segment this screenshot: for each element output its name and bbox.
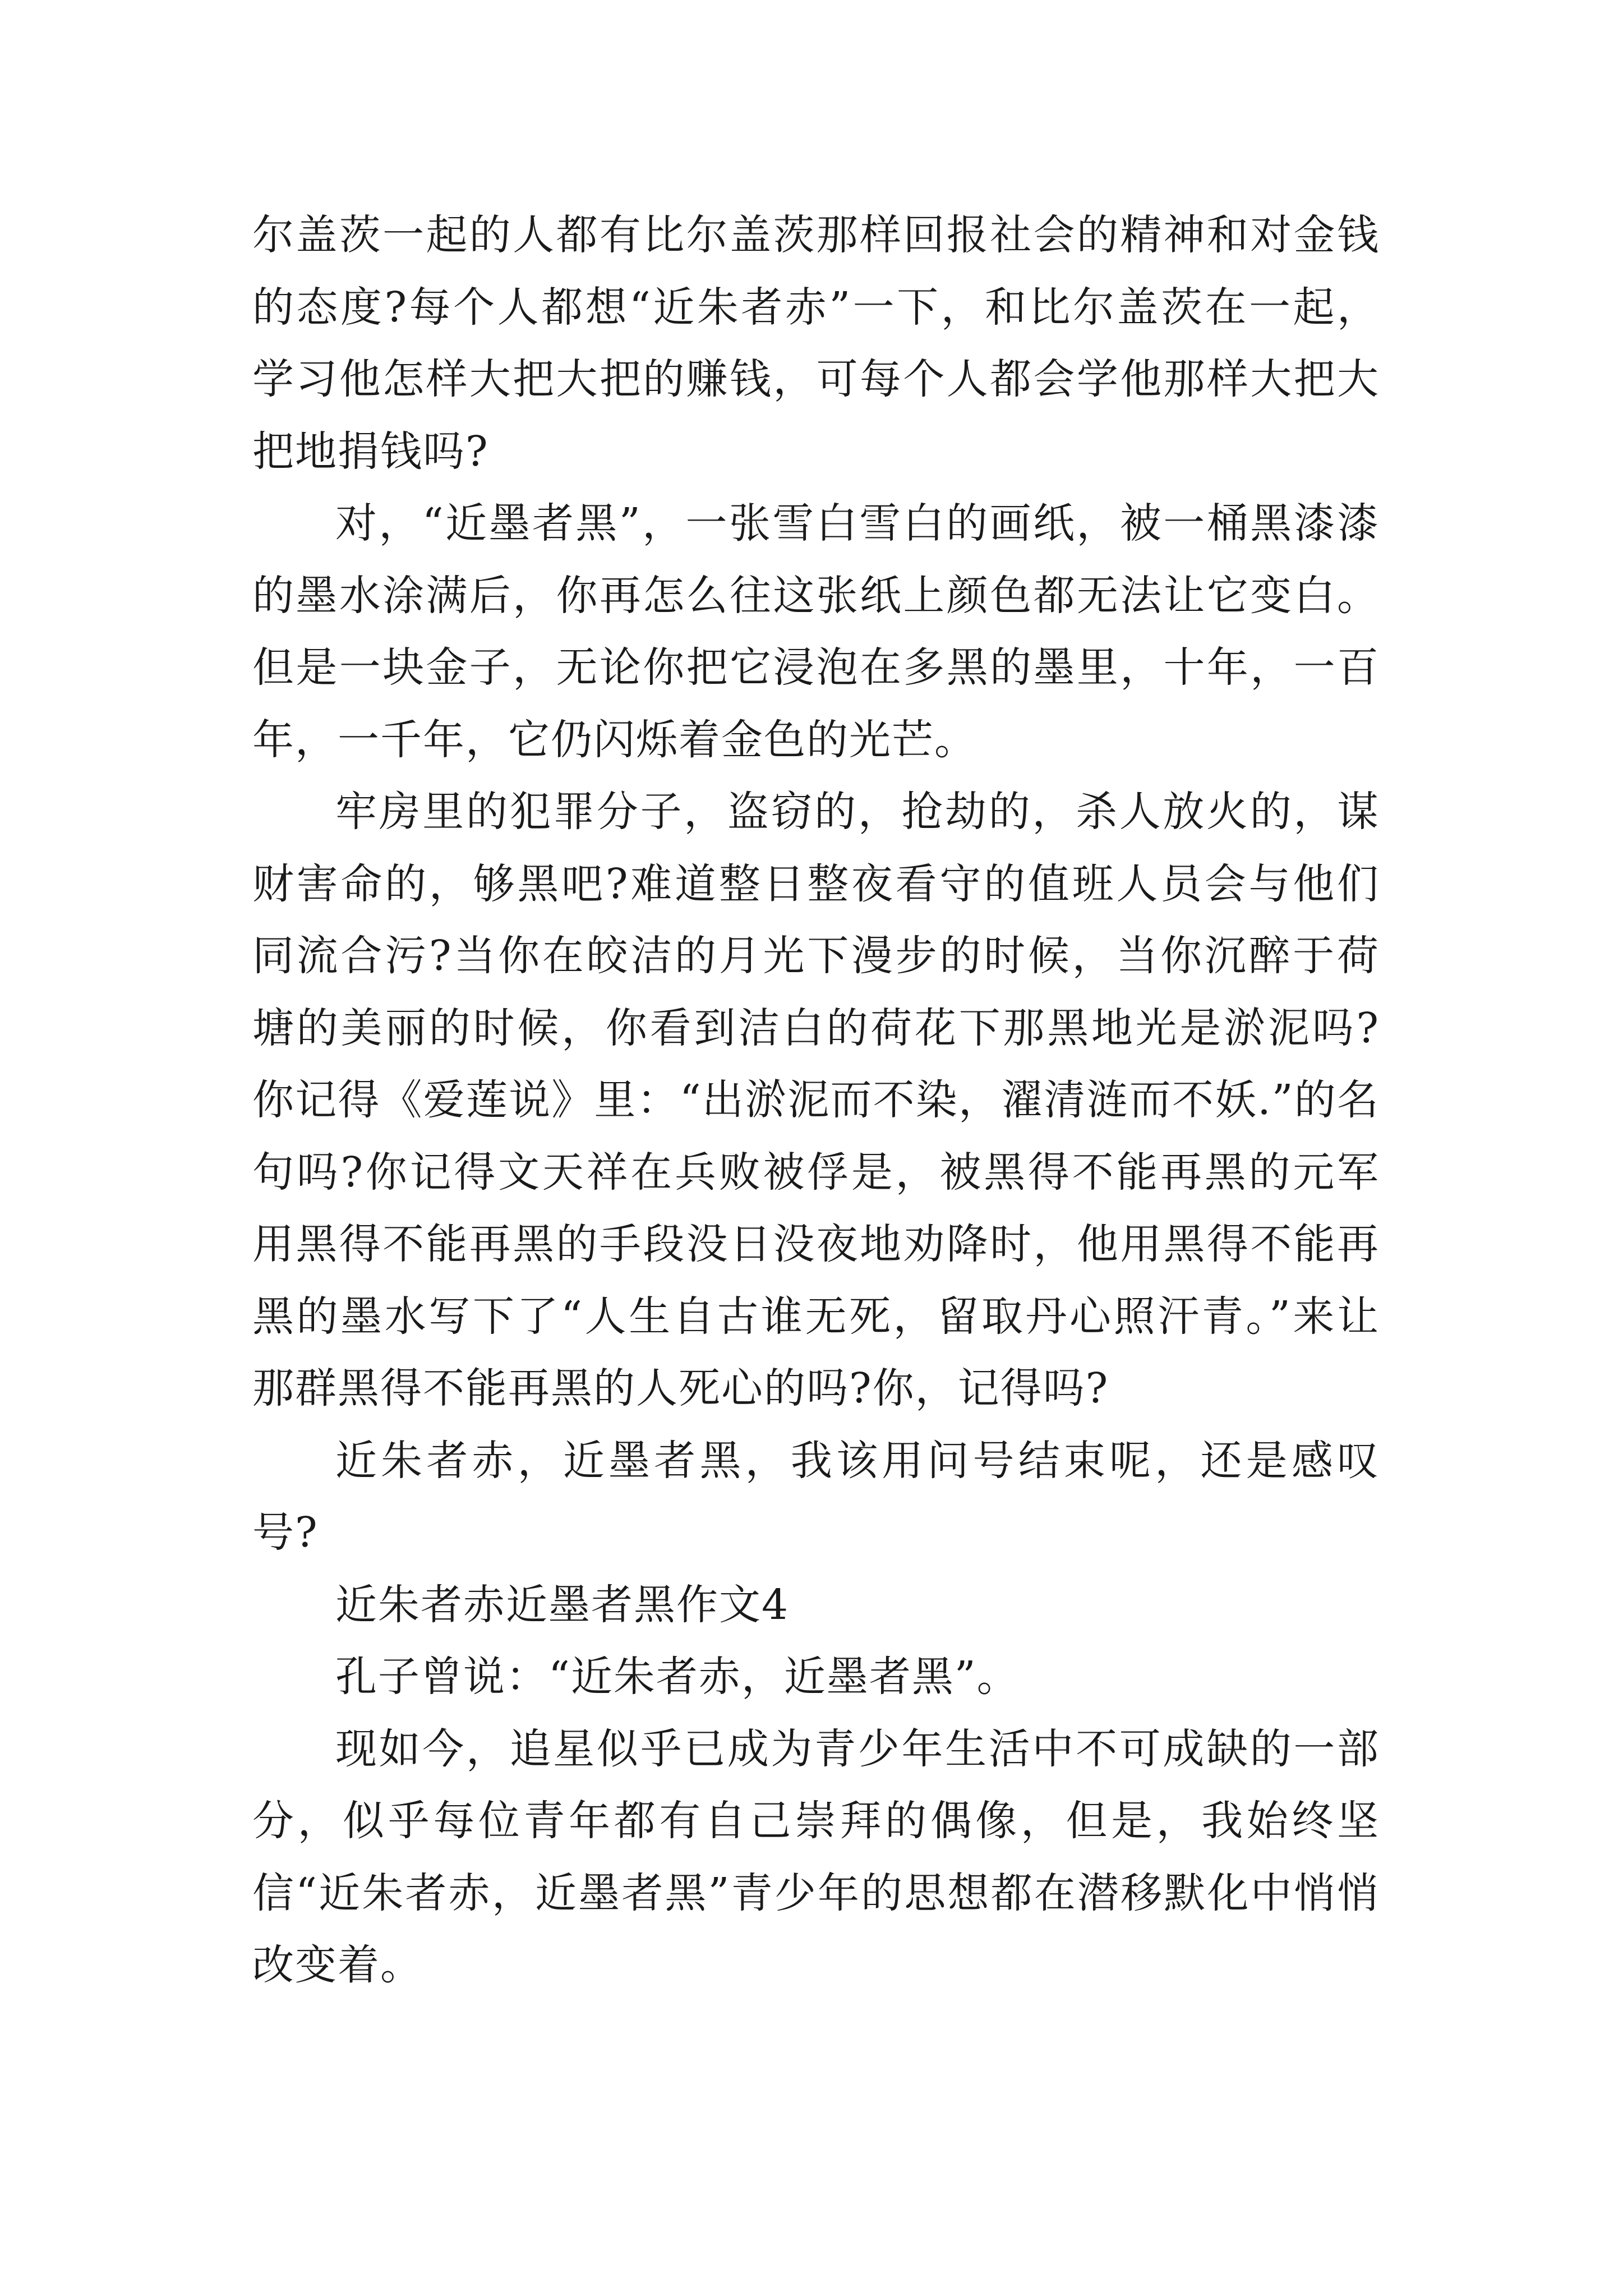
article-body [252,199,1380,2001]
paragraph-3: 牢房里的犯罪分子，盗窃的，抢劫的，杀人放火的，谋财害命的，够黑吧?难道整日整夜看守的值班人员会与他们同流合污?当你在皎洁的月光下漫步的时候，当你沉醉于荷塘的美丽的时候，你看到洁白的荷花下那黑地光是淤泥吗?你记得《爱莲说》里：“出淤泥而不染，濯清涟而不妖.”的名句吗?你记得文天祥在兵败被俘是，被黑得不能再黑的元军用黑得不能再黑的手段没日没夜地劝降时，他用黑得不能再黑的墨水写下了“人生自古谁无死，留取丹心照汗青。”来让那群黑得不能再黑的人死心的吗?你，记得吗? [252,788,1380,1412]
section-heading: 近朱者赤近墨者黑作文4 [335,1580,790,1629]
paragraph-2: 对，“近墨者黑”，一张雪白雪白的画纸，被一桶黑漆漆的墨水涂满后，你再怎么往这张纸上颜色都无法让它变白。但是一块金子，无论你把它浸泡在多黑的墨里，十年，一百年，一千年，它仍闪烁着金色的光芒。 [252,499,1380,764]
paragraph-6: 现如今，追星似乎已成为青少年生活中不可成缺的一部分，似乎每位青年都有自己崇拜的偶像，但是，我始终坚信“近朱者赤，近墨者黑”青少年的思想都在潜移默化中悄悄改变着。 [252,1724,1380,1989]
paragraph-1: 尔盖茨一起的人都有比尔盖茨那样回报社会的精神和对金钱的态度?每个人都想“近朱者赤”一下，和比尔盖茨在一起，学习他怎样大把大把的赚钱，可每个人都会学他那样大把大把地捐钱吗? [252,211,1380,476]
paragraph-4: 近朱者赤，近墨者黑，我该用问号结束呢，还是感叹号? [252,1436,1380,1557]
paragraph-5: 孔子曾说：“近朱者赤，近墨者黑”。 [335,1653,1020,1701]
